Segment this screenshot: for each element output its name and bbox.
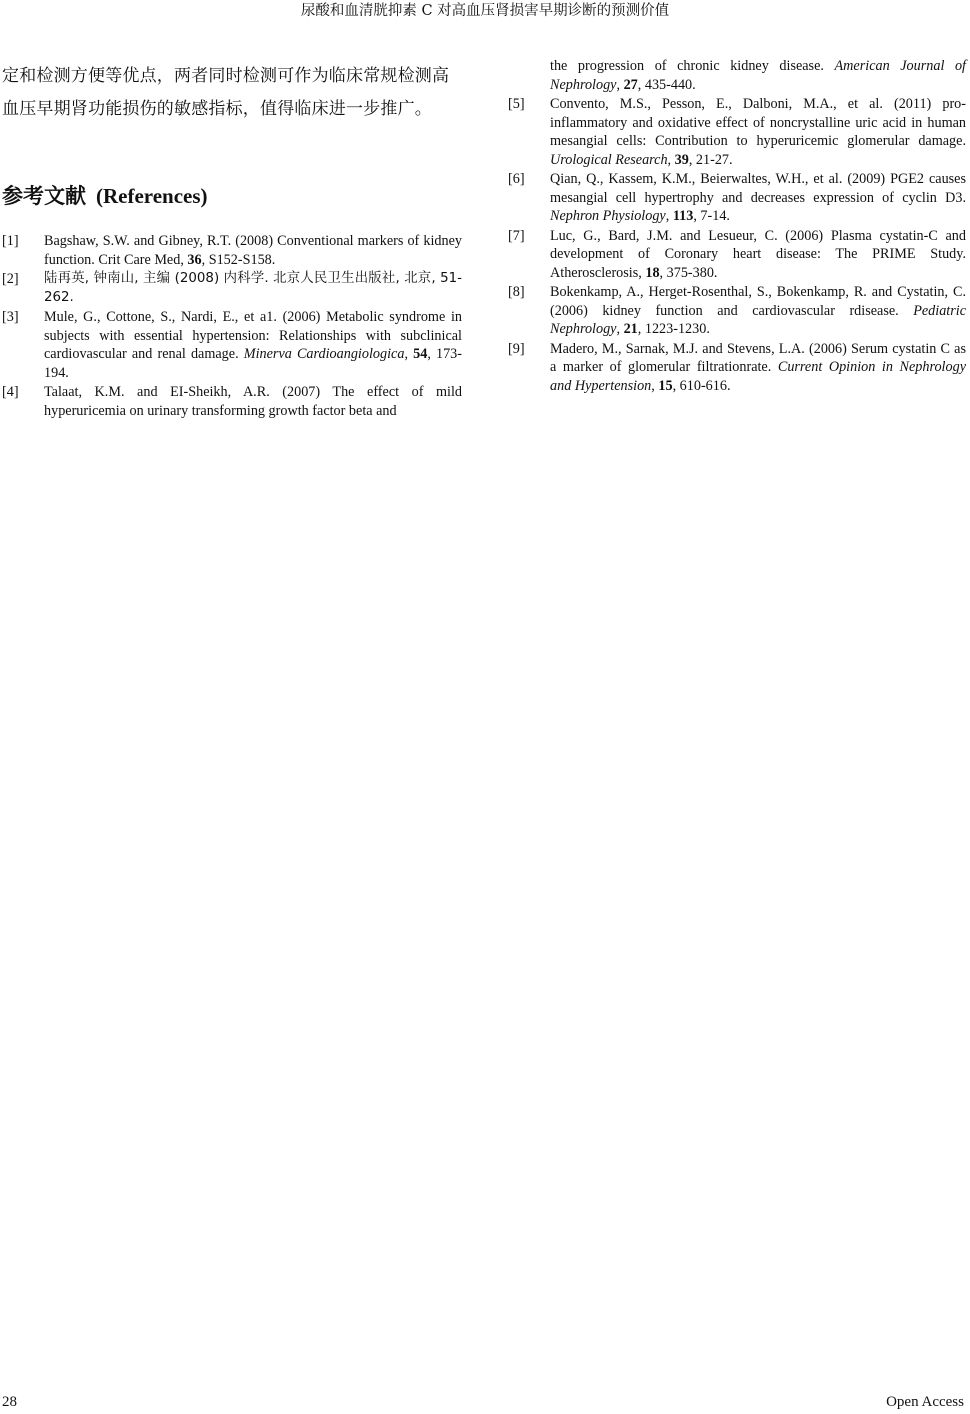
reference-text: Talaat, K.M. and EI-Sheikh, A.R. (2007) The effect of mild hyperuricemia on urinary transforming growth factor beta and	[44, 384, 462, 419]
references-heading	[2, 182, 462, 210]
reference-text: Qian, Q., Kassem, K.M., Beierwaltes, W.H., et al. (2009) PGE2 causes mesangial cell hypertrophy and decreases expression of cyclin D3. Nephron Physiology, 113, 7-14.	[550, 171, 966, 224]
reference-text: Madero, M., Sarnak, M.J. and Stevens, L.A. (2006) Serum cystatin C as a marker of glomerular filtrationrate. Current Opinion in Nephrology and Hypertension, 15, 610-616.	[550, 340, 966, 394]
reference-number: [1]	[2, 233, 19, 249]
reference-number: [7]	[508, 227, 525, 244]
reference-item	[2, 308, 462, 382]
reference-text: Luc, G., Bard, J.M. and Lesueur, C. (2006) Plasma cystatin-C and development of Coronary heart disease: The PRIME Study. Atherosclerosis, 18, 375-380.	[550, 227, 966, 281]
reference-item	[2, 232, 462, 269]
page-number: 28	[2, 1394, 17, 1410]
reference-text: Convento, M.S., Pesson, E., Dalboni, M.A., et al. (2011) pro-inflammatory and oxidative effect of noncrystalline uric acid in human mesangial cells: Contribution to hyperuricemic glomerular damage. Urological Research, 39, 21-27.	[550, 96, 966, 168]
reference-text: Bagshaw, S.W. and Gibney, R.T. (2008) Conventional markers of kidney function. Crit Care Med, 36, S152-S158.	[44, 233, 462, 268]
reference-continuation: the progression of chronic kidney disease. American Journal of Nephrology, 27, 435-440.	[550, 58, 967, 93]
references-heading-en: (References)	[96, 184, 208, 208]
open-access-label: Open Access	[886, 1394, 964, 1410]
reference-number: [5]	[508, 96, 525, 112]
reference-item	[2, 383, 462, 420]
reference-item	[508, 95, 966, 169]
reference-number: [3]	[2, 309, 19, 325]
reference-list-left	[2, 232, 462, 420]
right-column	[508, 57, 966, 396]
reference-item	[2, 270, 462, 307]
body-paragraph: 定和检测方便等优点，两者同时检测可作为临床常规检测高血压早期肾功能损伤的敏感指标，值得临床进一步推广。	[2, 66, 450, 119]
reference-number: [2]	[2, 271, 19, 287]
left-column	[2, 60, 462, 421]
reference-item	[508, 170, 966, 226]
reference-text: Mule, G., Cottone, S., Nardi, E., et a1. (2006) Metabolic syndrome in subjects with essential hypertension: Relationships with subclinical cardiovascular and renal damage. Minerva Cardioangiologica, 54, 173-194.	[44, 309, 463, 381]
references-heading-cn: 参考文献	[2, 184, 86, 208]
reference-text: Bokenkamp, A., Herget-Rosenthal, S., Bokenkamp, R. and Cystatin, C. (2006) kidney function and cardiovascular rdisease. Pediatric Nephrology, 21, 1223-1230.	[550, 284, 966, 337]
running-header: 尿酸和血清胱抑素 C 对高血压肾损害早期诊断的预测价值	[300, 3, 670, 19]
reference-item	[508, 283, 966, 339]
reference-number: [8]	[508, 284, 525, 300]
reference-number: [9]	[508, 340, 525, 357]
reference-item	[508, 340, 966, 396]
reference-text: 陆再英, 钟南山, 主编 (2008) 内科学. 北京人民卫生出版社, 北京, 51-262.	[44, 271, 462, 305]
reference-number: [4]	[2, 384, 19, 400]
reference-number: [6]	[508, 171, 525, 187]
reference-item	[508, 227, 966, 283]
